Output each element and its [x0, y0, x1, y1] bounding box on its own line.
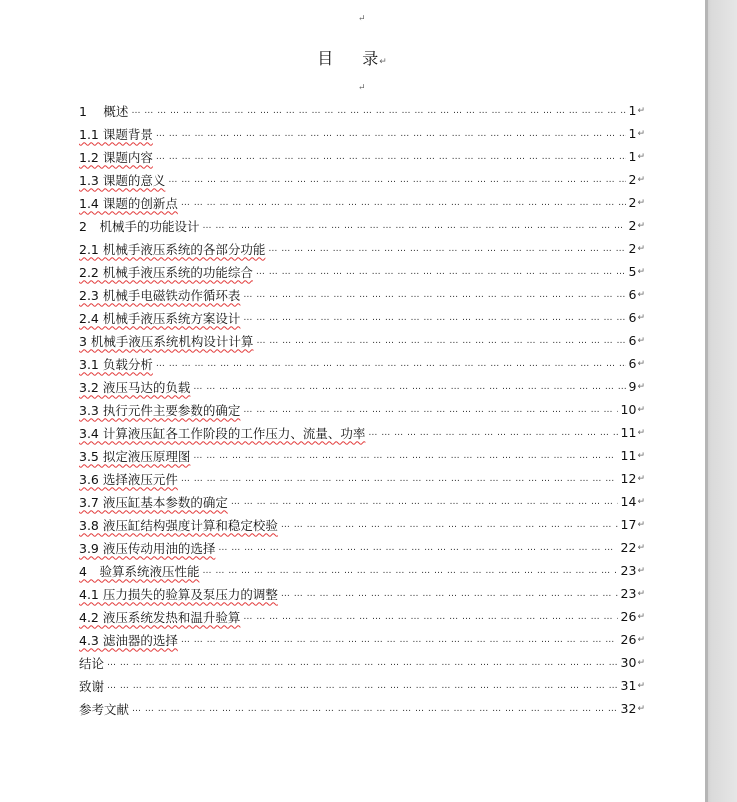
title-char-1: 目 [317, 49, 335, 68]
toc-entry-label: 3.2 液压马达的负载 [79, 379, 191, 395]
toc-entry-label: 3.3 执行元件主要参数的确定 [79, 402, 241, 418]
toc-leader-dots [202, 566, 617, 576]
toc-entry-label: 2.1 机械手液压系统的各部分功能 [79, 241, 266, 257]
paragraph-mark: ↵ [637, 611, 645, 622]
toc-entry-label: 3.9 液压传动用油的选择 [79, 540, 216, 556]
toc-leader-dots [156, 359, 626, 369]
toc-entry[interactable] [79, 697, 645, 720]
toc-entry[interactable] [79, 260, 645, 283]
toc-entry[interactable] [79, 490, 645, 513]
toc-leader-dots [243, 290, 625, 300]
toc-entry-label: 3 机械手液压系统机构设计计算 [79, 333, 254, 349]
toc-entry-page-number: 1 [628, 103, 637, 118]
toc-entry-label: 4.1 压力损失的验算及泵压力的调整 [79, 586, 278, 602]
toc-entry-label: 1.2 课题内容 [79, 149, 153, 165]
toc-leader-dots [368, 428, 617, 438]
toc-entry[interactable] [79, 214, 645, 237]
toc-leader-dots [156, 152, 626, 162]
toc-entry-label: 1.3 课题的意义 [79, 172, 166, 188]
toc-entry-page-number: 22 [620, 540, 637, 555]
toc-entry-page-number: 5 [628, 264, 637, 279]
vertical-scrollbar[interactable] [705, 0, 737, 802]
toc-entry-page-number: 2 [628, 195, 637, 210]
toc-entry-page-number: 32 [620, 701, 637, 716]
toc-entry[interactable] [79, 398, 645, 421]
toc-leader-dots [168, 175, 625, 185]
toc-entry-page-number: 30 [620, 655, 637, 670]
toc-entry-label: 3.6 选择液压元件 [79, 471, 178, 487]
toc-leader-dots [107, 681, 618, 691]
toc-leader-dots [243, 313, 625, 323]
toc-entry-label: 3.7 液压缸基本参数的确定 [79, 494, 228, 510]
toc-entry-page-number: 6 [628, 356, 637, 371]
toc-entry-page-number: 6 [628, 287, 637, 302]
toc-entry[interactable] [79, 674, 645, 697]
toc-entry-page-number: 23 [620, 586, 637, 601]
toc-entry-label: 3.4 计算液压缸各工作阶段的工作压力、流量、功率 [79, 425, 366, 441]
paragraph-mark: ↵ [637, 703, 645, 714]
toc-entry-page-number: 9 [628, 379, 637, 394]
paragraph-mark: ↵ [637, 450, 645, 461]
toc-leader-dots [281, 589, 618, 599]
toc-entry[interactable] [79, 283, 645, 306]
toc-entry-label: 1 概述 [79, 103, 129, 119]
paragraph-mark: ↵ [637, 151, 645, 162]
toc-entry-page-number: 14 [620, 494, 637, 509]
paragraph-mark: ↵ [637, 588, 645, 599]
toc-entry[interactable] [79, 421, 645, 444]
paragraph-mark: ↵ [637, 565, 645, 576]
toc-entry[interactable] [79, 306, 645, 329]
toc-entry-page-number: 6 [628, 310, 637, 325]
paragraph-mark: ↵ [637, 496, 645, 507]
toc-entry[interactable] [79, 99, 645, 122]
toc-entry-label: 2.4 机械手液压系统方案设计 [79, 310, 241, 326]
paragraph-mark: ↵ [637, 243, 645, 254]
toc-leader-dots [193, 382, 625, 392]
toc-entry[interactable] [79, 467, 645, 490]
paragraph-mark: ↵ [637, 657, 645, 668]
toc-entry-page-number: 26 [620, 632, 637, 647]
toc-entry-label: 2 机械手的功能设计 [79, 218, 200, 234]
paragraph-mark: ↵ [637, 381, 645, 392]
toc-entry-page-number: 2 [628, 172, 637, 187]
toc-entry-page-number: 31 [620, 678, 637, 693]
toc-leader-dots [256, 267, 626, 277]
toc-entry-label: 结论 [79, 655, 105, 671]
toc-entry-page-number: 17 [620, 517, 637, 532]
page-title [0, 46, 705, 69]
toc-entry-page-number: 10 [620, 402, 637, 417]
paragraph-mark: ↵ [637, 128, 645, 139]
toc-entry[interactable] [79, 513, 645, 536]
toc-entry-page-number: 11 [620, 425, 637, 440]
paragraph-mark: ↵ [637, 266, 645, 277]
toc-entry-label: 4.3 滤油器的选择 [79, 632, 178, 648]
toc-entry-label: 4.2 液压系统发热和温升验算 [79, 609, 241, 625]
toc-entry-label: 4 验算系统液压性能 [79, 563, 200, 579]
toc-leader-dots [156, 129, 626, 139]
paragraph-mark: ↵ [637, 542, 645, 553]
toc-entry[interactable] [79, 237, 645, 260]
toc-leader-dots [218, 543, 617, 553]
paragraph-mark: ↵ [637, 358, 645, 369]
toc-leader-dots [181, 635, 618, 645]
toc-entry-label: 1.4 课题的创新点 [79, 195, 178, 211]
toc-leader-dots [202, 221, 625, 231]
paragraph-mark: ↵ [637, 335, 645, 346]
toc-entry-page-number: 1 [628, 149, 637, 164]
toc-entry[interactable] [79, 168, 645, 191]
toc-leader-dots [107, 658, 618, 668]
paragraph-mark: ↵ [637, 519, 645, 530]
paragraph-mark: ↵ [637, 427, 645, 438]
paragraph-mark: ↵ [637, 634, 645, 645]
toc-entry[interactable] [79, 605, 645, 628]
toc-leader-dots [243, 405, 617, 415]
toc-entry-label: 参考文献 [79, 701, 130, 717]
toc-leader-dots [131, 106, 625, 116]
paragraph-mark: ↵ [358, 14, 366, 24]
toc-entry-label: 2.2 机械手液压系统的功能综合 [79, 264, 253, 280]
toc-entry-label: 3.5 拟定液压原理图 [79, 448, 191, 464]
toc-entry-page-number: 2 [628, 241, 637, 256]
paragraph-mark: ↵ [637, 680, 645, 691]
toc-leader-dots [281, 520, 618, 530]
toc-entry[interactable] [79, 375, 645, 398]
toc-leader-dots [181, 198, 626, 208]
toc-entry-page-number: 1 [628, 126, 637, 141]
paragraph-mark: ↵ [637, 174, 645, 185]
toc-entry-page-number: 12 [620, 471, 637, 486]
toc-leader-dots [268, 244, 625, 254]
toc-entry[interactable] [79, 122, 645, 145]
paragraph-mark: ↵ [379, 57, 388, 67]
toc-entry[interactable] [79, 444, 645, 467]
title-char-2: 录 [362, 49, 380, 68]
toc-entry-page-number: 26 [620, 609, 637, 624]
toc-leader-dots [181, 474, 618, 484]
toc-leader-dots [193, 451, 617, 461]
toc-leader-dots [243, 612, 617, 622]
paragraph-mark: ↵ [358, 83, 366, 93]
toc-entry-label: 2.3 机械手电磁铁动作循环表 [79, 287, 241, 303]
toc-entry[interactable] [79, 628, 645, 651]
toc-entry[interactable] [79, 582, 645, 605]
toc-entry[interactable] [79, 191, 645, 214]
paragraph-mark: ↵ [637, 197, 645, 208]
toc-entry-page-number: 2 [628, 218, 637, 233]
paragraph-mark: ↵ [637, 220, 645, 231]
toc-leader-dots [256, 336, 625, 346]
toc-entry-label: 3.1 负载分析 [79, 356, 153, 372]
toc-leader-dots [132, 704, 618, 714]
scrollbar-edge [705, 0, 708, 802]
paragraph-mark: ↵ [637, 404, 645, 415]
toc-entry-page-number: 11 [620, 448, 637, 463]
toc-entry[interactable] [79, 651, 645, 674]
paragraph-mark: ↵ [637, 105, 645, 116]
paragraph-mark: ↵ [637, 473, 645, 484]
table-of-contents [79, 99, 645, 720]
toc-entry[interactable] [79, 559, 645, 582]
toc-entry-page-number: 6 [628, 333, 637, 348]
toc-entry-label: 致谢 [79, 678, 105, 694]
paragraph-mark: ↵ [637, 312, 645, 323]
paragraph-mark: ↵ [637, 289, 645, 300]
toc-entry-page-number: 23 [620, 563, 637, 578]
toc-leader-dots [231, 497, 618, 507]
toc-entry[interactable] [79, 536, 645, 559]
toc-entry[interactable] [79, 352, 645, 375]
toc-entry[interactable] [79, 329, 645, 352]
toc-entry-label: 3.8 液压缸结构强度计算和稳定校验 [79, 517, 278, 533]
toc-entry-label: 1.1 课题背景 [79, 126, 153, 142]
toc-entry[interactable] [79, 145, 645, 168]
